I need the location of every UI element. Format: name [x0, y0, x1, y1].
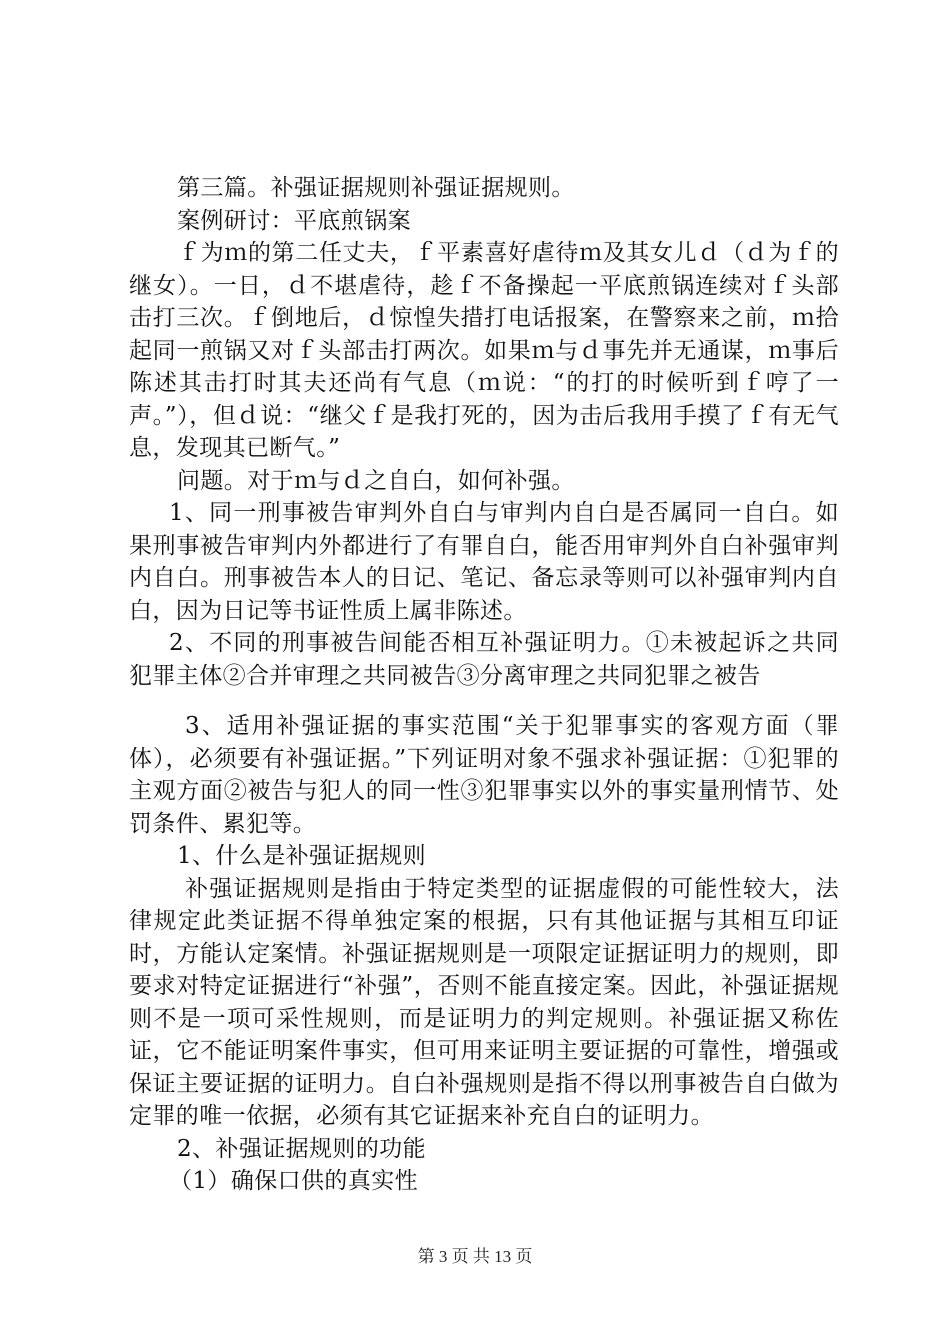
case-study-heading: 案例研讨：平底煎锅案: [177, 207, 411, 234]
definition-paragraph: 补强证据规则是指由于特定类型的证据虚假的可能性较大，法律规定此类证据不得单独定案的根据，只有其他证据与其相互印证时，方能认定案情。补强证据规则是一项限定证据证明力的规则，即要求对特定证据进行“补强”，否则不能直接定案。因此，补强证据规则不是一项可采性规则，而是证明力的判定规则。补强证据又称佐证，它不能证明案件事实，但可用来证明主要证据的可靠性，增强或保证主要证据的证明力。自白补强规则是指不得以刑事被告自白做为定罪的唯一依据，必须有其它证据来补充自白的证明力。: [129, 875, 839, 1129]
definition-heading: 1、什么是补强证据规则: [177, 843, 427, 869]
point-2-paragraph: 2、不同的刑事被告间能否相互补强证明力。①未被起诉之共同犯罪主体②合并审理之共同被告③分离审理之共同犯罪之被告: [129, 630, 839, 689]
question-paragraph: 问题。对于ｍ与ｄ之自白，如何补强。: [177, 467, 575, 494]
document-body: [129, 172, 839, 1198]
section-title: 第三篇。补强证据规则补强证据规则。: [177, 175, 575, 201]
point-3-paragraph: 3、适用补强证据的事实范围“关于犯罪事实的客观方面（罪体），必须要有补强证据。”下列证明对象不强求补强证据：①犯罪的主观方面②被告与犯人的同一性③犯罪事实以外的事实量刑情节、处罚条件、累犯等。: [129, 713, 839, 837]
point-1-paragraph: 1、同一刑事被告审判外自白与审判内自白是否属同一自白。如果刑事被告审判内外都进行了有罪自白，能否用审判外自白补强审判内自白。刑事被告本人的日记、笔记、备忘录等则可以补强审判内自白，因为日记等书证性质上属非陈述。: [129, 500, 839, 624]
function-item-1: （1）确保口供的真实性: [169, 1168, 419, 1194]
page-footer: 第 3 页 共 13 页: [417, 1247, 533, 1266]
case-description-paragraph: ｆ为ｍ的第二任丈夫，ｆ平素喜好虐待ｍ及其女儿ｄ（ｄ为ｆ的继女）。一日，ｄ不堪虐待，趁ｆ不备操起一平底煎锅连续对ｆ头部击打三次。ｆ倒地后，ｄ惊惶失措打电话报案，在警察来之前，ｍ拾起同一煎锅又对ｆ头部击打两次。如果ｍ与ｄ事先并无通谋，ｍ事后陈述其击打时其夫还尚有气息（ｍ说：“的打的时候听到ｆ哼了一声。”），但ｄ说：“继父ｆ是我打死的，因为击后我用手摸了ｆ有无气息，发现其已断气。”: [129, 240, 839, 461]
function-heading: 2、补强证据规则的功能: [177, 1135, 427, 1162]
